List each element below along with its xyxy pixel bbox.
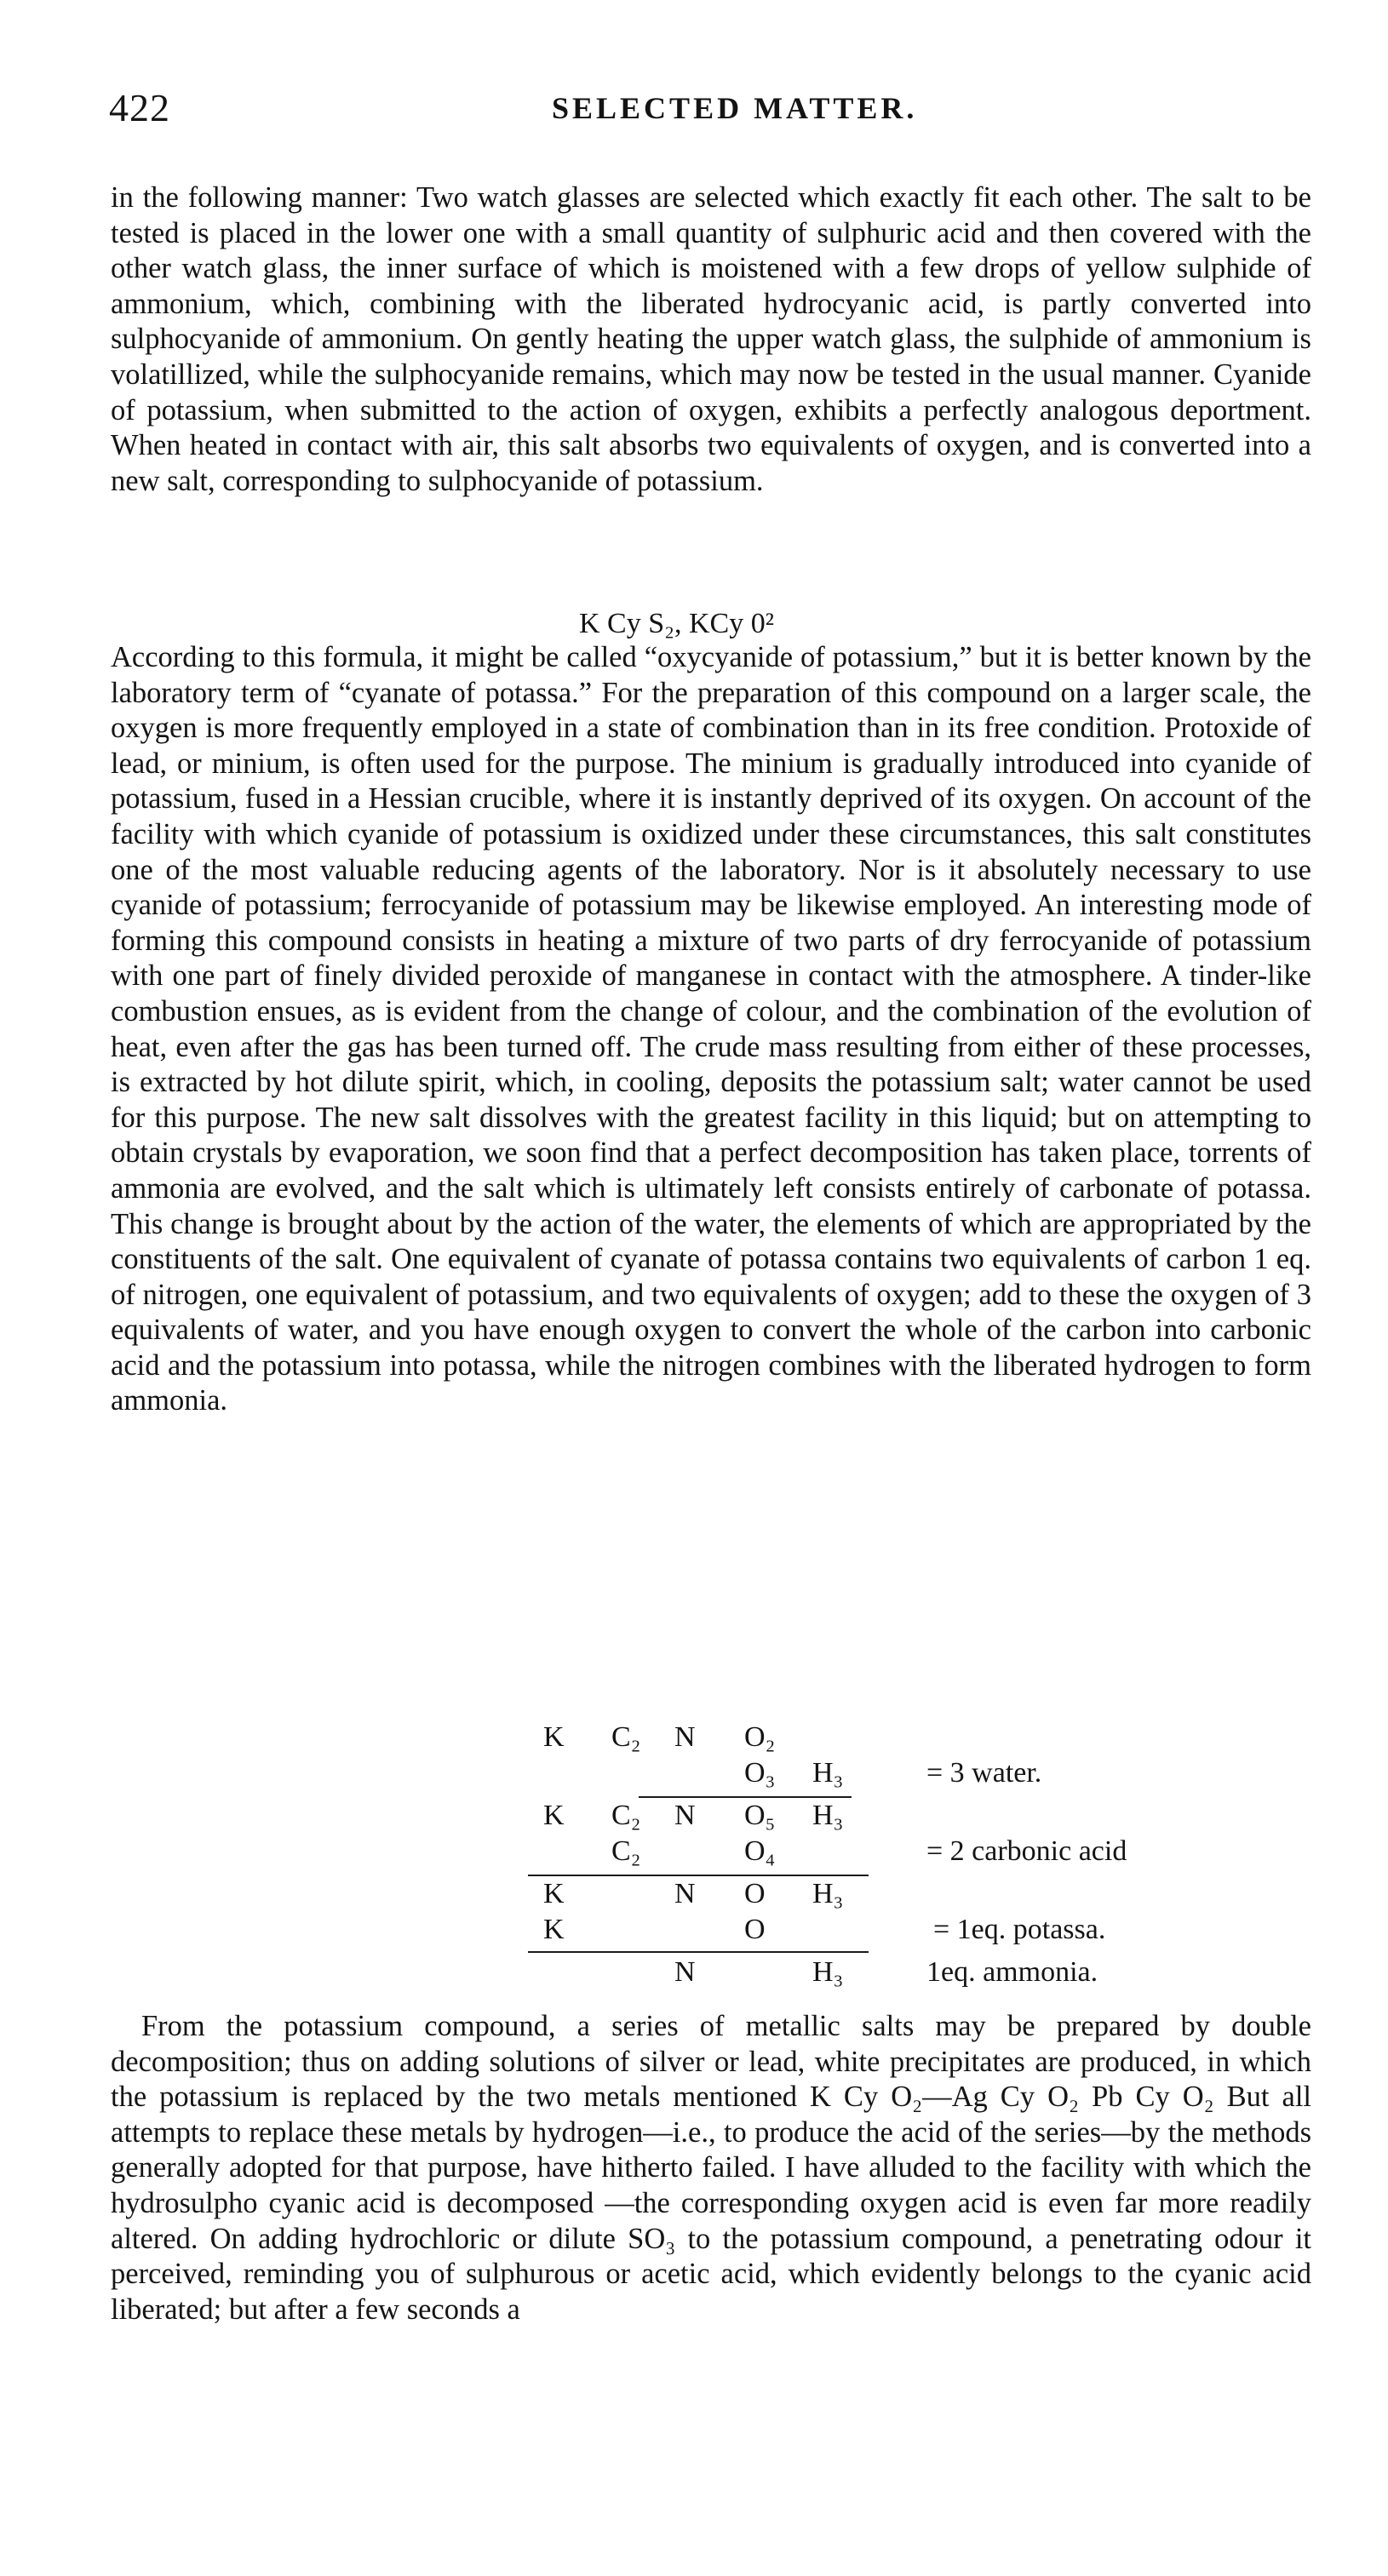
equation-row	[528, 1914, 1294, 1949]
equation-symbol: H₃	[812, 1956, 844, 1988]
decomposition-equation	[528, 1721, 1294, 2002]
equation-row	[528, 1956, 1294, 1992]
equation-symbol: O₅	[744, 1800, 776, 1831]
equation-symbol: C₂	[611, 1835, 641, 1867]
equation-symbol: N	[674, 1878, 696, 1909]
equation-symbol: N	[674, 1721, 696, 1753]
equation-divider	[639, 1796, 852, 1798]
page-header	[109, 85, 1311, 136]
page-number: 422	[109, 86, 170, 129]
equation-divider	[528, 1951, 869, 1953]
equation-symbol: H₃	[812, 1757, 844, 1789]
equation-row	[528, 1721, 1294, 1757]
paragraph-metallic-salts	[111, 2009, 1311, 2327]
paragraph-cyanate-preparation	[111, 640, 1311, 1419]
equation-symbol: K	[543, 1800, 565, 1831]
equation-symbol: O₄	[744, 1835, 776, 1867]
equation-divider	[528, 1875, 869, 1876]
equation-row	[528, 1835, 1294, 1871]
equation-symbol: K	[543, 1721, 565, 1753]
formula-oxycyanide: K Cy S₂, KCy 0²	[579, 608, 774, 639]
equation-symbol: K	[543, 1878, 565, 1909]
equation-symbol: H₃	[812, 1878, 844, 1909]
paragraph-text: According to this formula, it might be called “oxycyanide of potassium,” but it is better known by the laboratory term of “cyanate of potassa.” For the preparation of this compound on a larger scale, the oxygen is more frequently employed in a state of combination than in its free condition. Protoxide of lead, or minium, is often used for the purpose. The minium is gradually introduced into cyanide of potassium, fused in a Hessian crucible, where it is instantly deprived of its oxygen. On account of the facility with which cyanide of potassium is oxidized under these circumstances, this salt constitutes one of the most valuable reducing agents of the laboratory. Nor is it absolutely necessary to use cyanide of potassium; ferrocyanide of potassium may be likewise employed. An interesting mode of forming this compound consists in heating a mixture of two parts of dry ferrocyanide of potassium with one part of finely divided peroxide of manganese in contact with the atmosphere. A tinder-like combustion ensues, as is evident from the change of colour, and the combination of the evolution of heat, even after the gas has been turned off. The crude mass resulting from either of these processes, is extracted by hot dilute spirit, which, in cooling, deposits the potassium salt; water cannot be used for this purpose. The new salt dissolves with the greatest facility in this liquid; but on attempting to obtain crystals by evaporation, we soon find that a perfect decomposition has taken place, torrents of ammonia are evolved, and the salt which is ultimately left consists entirely of carbonate of potassa. This change is brought about by the action of the water, the elements of which are appropriated by the constituents of the salt. One equivalent of cyanate of potassa contains two equivalents of carbon 1 eq. of nitrogen, one equivalent of potassium, and two equivalents of oxygen; add to these the oxygen of 3 equivalents of water, and you have enough oxygen to convert the whole of the carbon into carbonic acid and the potassium into potassa, while the nitrogen combines with the liberated hydrogen to form ammonia.	[111, 641, 1311, 1417]
paragraph-text: in the following manner: Two watch glasses are selected which exactly fit each other. The salt to be tested is placed in the lower one with a small quantity of sulphuric acid and then covered with the other watch glass, the inner surface of which is moistened with a few drops of yellow sulphide of ammonium, which, combining with the liberated hydrocyanic acid, is partly converted into sulphocyanide of ammonium. On gently heating the upper watch glass, the sulphide of ammonium is volatillized, while the sulphocyanide remains, which may now be tested in the usual manner. Cyanide of potassium, when submitted to the action of oxygen, exhibits a perfectly analogous deportment. When heated in contact with air, this salt absorbs two equivalents of oxygen, and is converted into a new salt, corresponding to sulphocyanide of potassium.	[111, 181, 1311, 497]
equation-symbol: N	[674, 1956, 696, 1988]
equation-result: 1eq. ammonia.	[926, 1956, 1098, 1988]
equation-symbol: C₂	[611, 1721, 641, 1753]
equation-symbol: O	[744, 1914, 766, 1945]
equation-symbol: C₂	[611, 1800, 641, 1831]
equation-symbol: N	[674, 1800, 696, 1831]
equation-symbol: H₃	[812, 1800, 844, 1831]
paragraph-text: From the potassium compound, a series of metallic salts may be prepared by double decomposition; thus on adding solutions of silver or lead, white precipitates are produced, in which the potassium is replaced by the two metals mentioned K Cy O₂—Ag Cy O₂ Pb Cy O₂ But all attempts to replace these metals by hydrogen—i.e., to produce the acid of the series—by the methods generally adopted for that purpose, have hitherto failed. I have alluded to the facility with which the hydrosulpho cyanic acid is decomposed —the corresponding oxygen acid is even far more readily altered. On adding hydrochloric or dilute SO₃ to the potassium compound, a penetrating odour it perceived, reminding you of sulphurous or acetic acid, which evidently belongs to the cyanic acid liberated; but after a few seconds a	[111, 2010, 1311, 2326]
equation-symbol: O₂	[744, 1721, 776, 1753]
equation-result: = 2 carbonic acid	[926, 1835, 1127, 1867]
paragraph-watch-glass-test	[111, 180, 1311, 499]
equation-row	[528, 1757, 1294, 1793]
equation-symbol: O	[744, 1878, 766, 1909]
equation-symbol: K	[543, 1914, 565, 1945]
equation-symbol: O₃	[744, 1757, 776, 1789]
running-title: SELECTED MATTER.	[552, 91, 918, 125]
equation-result: = 3 water.	[926, 1757, 1042, 1789]
equation-row	[528, 1800, 1294, 1835]
equation-result: = 1eq. potassa.	[933, 1914, 1106, 1945]
equation-row	[528, 1878, 1294, 1914]
